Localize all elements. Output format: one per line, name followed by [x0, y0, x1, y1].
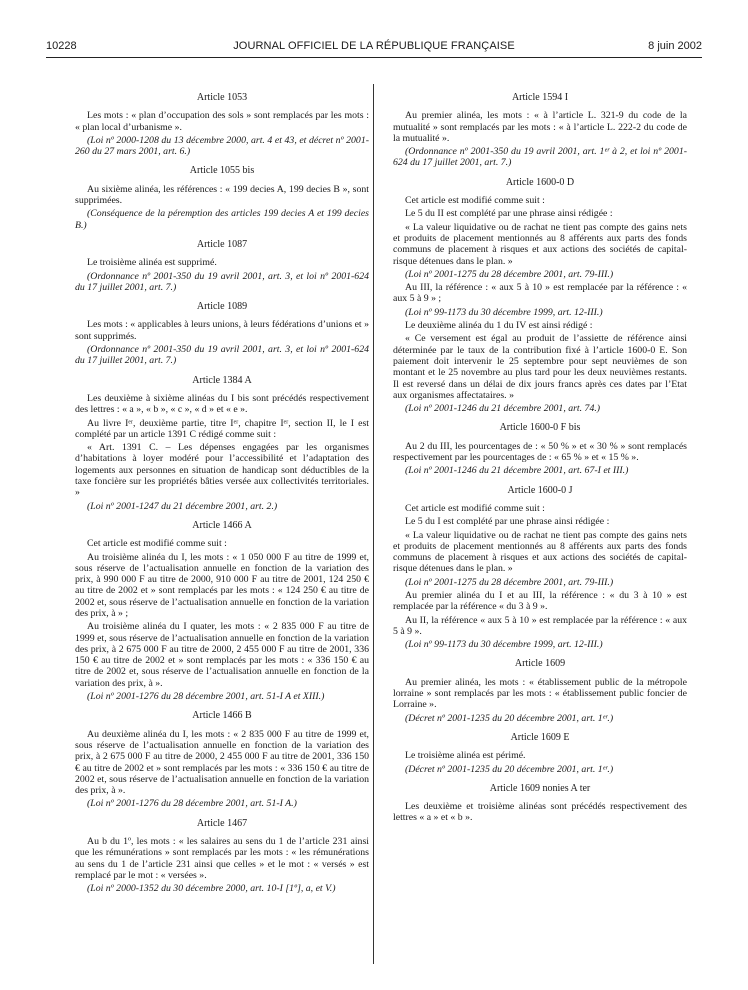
- article-heading: Article 1600-0 F bis: [499, 422, 581, 434]
- article-paragraph: Au troisième alinéa du I quater, les mots : « 2 835 000 F au titre de 1999 et, sous réserve de l’actualisation annuelle en fonction de la variation des prix, à 2 675 000 F au titre de 2000, 2 455 000 F au titre de 2001, 336 150 € au titre de 2002 et » sont remplacés par les mots : « 336 150 € au titre de 2002 et, sous réserve de l’actualisation annuelle en fonction de la variation des prix, à ».: [75, 621, 369, 689]
- article-heading: Article 1087: [196, 238, 248, 250]
- article-paragraph: Le deuxième alinéa du 1 du IV est ainsi rédigé :: [405, 320, 593, 332]
- article-heading: Article 1609: [514, 658, 566, 670]
- legal-reference: (Loi nº 2001-1246 du 21 décembre 2001, art. 74.): [405, 403, 601, 415]
- legal-reference: (Conséquence de la péremption des articles 199 decies A et 199 decies B.): [75, 208, 369, 231]
- article-paragraph: Au sixième alinéa, les références : « 199 decies A, 199 decies B », sont supprimées.: [75, 183, 369, 207]
- left-column: [75, 86, 369, 897]
- article-heading: Article 1600-0 J: [507, 484, 573, 496]
- article-paragraph: Les mots : « plan d’occupation des sols » sont remplacés par les mots : « plan local d’urbanisme ».: [75, 110, 369, 133]
- article-paragraph: Au 2 du III, les pourcentages de : « 50 % » et « 30 % » sont remplacés respectivement par les pourcentages de : « 65 % » et « 15 % ».: [393, 440, 687, 464]
- legal-reference: (Loi nº 2001-1276 du 28 décembre 2001, art. 51-I A et XIII.): [87, 691, 325, 703]
- legal-reference: (Ordonnance nº 2001-350 du 19 avril 2001, art. 3, et loi nº 2001-624 du 17 juillet 2001, art. 7.): [75, 270, 369, 293]
- legal-reference: (Décret nº 2001-1235 du 20 décembre 2001, art. 1ᵉʳ.): [405, 712, 614, 724]
- legal-reference: (Loi nº 2001-1246 du 21 décembre 2001, art. 67-I et III.): [405, 465, 629, 477]
- article-paragraph: Cet article est modifié comme suit :: [405, 502, 545, 514]
- legal-reference: (Loi nº 2000-1208 du 13 décembre 2000, art. 4 et 43, et décret nº 2001-260 du 27 mars 2001, art. 6.): [75, 134, 369, 158]
- article-heading: Article 1600-0 D: [505, 176, 575, 188]
- article-heading: Article 1089: [196, 301, 248, 313]
- journal-title: JOURNAL OFFICIEL DE LA RÉPUBLIQUE FRANÇAISE: [233, 40, 515, 52]
- article-paragraph: Le troisième alinéa est périmé.: [405, 750, 526, 762]
- article-paragraph: Le 5 du I est complété par une phrase ainsi rédigée :: [405, 516, 610, 528]
- header-rule: [46, 57, 702, 58]
- article-paragraph: Le troisième alinéa est supprimé.: [87, 257, 217, 269]
- legal-reference: (Loi nº 2000-1352 du 30 décembre 2000, art. 10-I [1º], a, et V.): [87, 883, 336, 895]
- article-paragraph: Au livre Iᵉʳ, deuxième partie, titre Iᵉʳ, chapitre Iᵉʳ, section II, le I est complété par un article 1391 C rédigé comme suit :: [75, 417, 369, 440]
- legal-reference: (Loi nº 2001-1247 du 21 décembre 2001, art. 2.): [87, 500, 278, 512]
- page-number: 10228: [46, 40, 77, 52]
- legal-reference: (Loi nº 99-1173 du 30 décembre 1999, art. 12-III.): [405, 306, 603, 318]
- article-paragraph: « Art. 1391 C. – Les dépenses engagées par les organismes d’habitations à loyer modéré pour l’accessibilité et l’adaptation des logements aux personnes en situation de handicap sont déductibles de la taxe foncière sur les propriétés bâties versée aux collectivités territoriales. »: [75, 442, 369, 499]
- legal-reference: (Ordonnance nº 2001-350 du 19 avril 2001, art. 3, et loi nº 2001-624 du 17 juillet 2001, art. 7.): [75, 344, 369, 367]
- article-heading: Article 1466 B: [192, 710, 252, 722]
- publication-date: 8 juin 2002: [648, 40, 702, 52]
- article-heading: Article 1053: [196, 92, 248, 103]
- article-paragraph: Au premier alinéa, les mots : « établissement public de la métropole lorraine » sont remplacés par les mots : « établissement public foncier de Lorraine ».: [393, 676, 687, 711]
- legal-reference: (Ordonnance nº 2001-350 du 19 avril 2001, art. 1ᵉʳ à 2, et loi nº 2001-624 du 17 juillet 2001, art. 7.): [393, 146, 687, 169]
- article-paragraph: Cet article est modifié comme suit :: [87, 538, 227, 550]
- article-heading: Article 1055 bis: [189, 165, 255, 177]
- legal-reference: (Décret nº 2001-1235 du 20 décembre 2001, art. 1ᵉʳ.): [405, 763, 614, 775]
- legal-reference: (Loi nº 2001-1275 du 28 décembre 2001, art. 79-III.): [405, 576, 614, 588]
- legal-reference: (Loi nº 2001-1275 du 28 décembre 2001, art. 79-III.): [405, 268, 614, 280]
- article-heading: Article 1594 I: [511, 92, 569, 103]
- article-paragraph: Les mots : « applicables à leurs unions, à leurs fédérations d’unions et » sont supprimés.: [75, 319, 369, 342]
- article-heading: Article 1466 A: [192, 519, 252, 531]
- article-paragraph: Au troisième alinéa du I, les mots : « 1 050 000 F au titre de 1999 et, sous réserve de l’actualisation annuelle en fonction de la variation des prix, à 990 000 F au titre de 2000, 910 000 F au titre de 2001, 124 250 € au titre de 2002 et » sont remplacés par les mots : « 124 250 € au titre de 2002 et, sous réserve de l’actualisation annuelle en fonction de la variation des prix, à » ;: [75, 551, 369, 619]
- article-heading: Article 1467: [196, 817, 248, 829]
- article-paragraph: Cet article est modifié comme suit :: [405, 195, 545, 207]
- article-heading: Article 1609 E: [510, 731, 570, 743]
- article-paragraph: Au b du 1º, les mots : « les salaires au sens du 1 de l’article 231 ainsi que les rémunérations » sont remplacés par les mots : « les rémunérations au sens du 1 de l’article 231 ainsi que celles » et le mot : « versés » est remplacé par le mot : « versées ».: [75, 836, 369, 881]
- article-paragraph: Au III, la référence : « aux 5 à 10 » est remplacée par la référence : « aux 5 à 9 » ;: [393, 282, 687, 305]
- legal-reference: (Loi nº 99-1173 du 30 décembre 1999, art. 12-III.): [405, 639, 603, 651]
- article-paragraph: « La valeur liquidative ou de rachat ne tient pas compte des gains nets et produits de placement mentionnés au 8 afférents aux parts des fonds communs de placement à risques et aux actions des sociétés de capital-risque détenues dans le plan. »: [393, 221, 687, 267]
- article-paragraph: Au deuxième alinéa du I, les mots : « 2 835 000 F au titre de 1999 et, sous réserve de l’actualisation annuelle en fonction de la variation des prix, à 2 675 000 F au titre de 2000, 2 455 000 F au titre de 2001, 336 150 € au titre de 2002 et » sont remplacés par les mots : « 336 150 € au titre de 2002 et, sous réserve de l’actualisation annuelle en fonction de la variation des prix, à ».: [75, 728, 369, 797]
- column-separator: [373, 84, 374, 964]
- article-heading: Article 1609 nonies A ter: [489, 782, 591, 794]
- page-header: [46, 34, 702, 56]
- article-paragraph: « Ce versement est égal au produit de l’assiette de référence ainsi déterminée par le taux de la contribution fixé à l’article 1600-0 E. Son paiement doit intervenir le 25 septembre pour sept neuvièmes de son montant et le 25 novembre au plus tard pour les deux neuvièmes restants. Il est reversé dans un délai de dix jours francs après ces dates par l’Etat aux organismes affectataires. »: [393, 333, 687, 401]
- article-paragraph: Au II, la référence « aux 5 à 10 » est remplacée par la référence : « aux 5 à 9 ».: [393, 614, 687, 637]
- legal-reference: (Loi nº 2001-1276 du 28 décembre 2001, art. 51-I A.): [87, 798, 297, 810]
- article-paragraph: Les deuxième à sixième alinéas du I bis sont précédés respectivement des lettres : « a », « b », « c », « d » et « e ».: [75, 392, 369, 416]
- article-heading: Article 1384 A: [192, 374, 252, 386]
- right-column: [393, 86, 687, 826]
- article-paragraph: Au premier alinéa, les mots : « à l’article L. 321-9 du code de la mutualité » sont remplacés par les mots : « à l’article L. 222-2 du code de la mutualité ».: [393, 110, 687, 144]
- article-paragraph: « La valeur liquidative ou de rachat ne tient pas compte des gains nets et produits de placement mentionnés au 8 afférents aux parts des fonds communs de placement à risques et aux actions des sociétés de capital-risque détenues dans le plan. »: [393, 529, 687, 575]
- article-paragraph: Les deuxième et troisième alinéas sont précédés respectivement des lettres « a » et « b ».: [393, 801, 687, 824]
- article-paragraph: Au premier alinéa du I et au III, la référence : « du 3 à 10 » est remplacée par la référence « du 3 à 9 ».: [393, 589, 687, 613]
- article-paragraph: Le 5 du II est complété par une phrase ainsi rédigée :: [405, 208, 613, 220]
